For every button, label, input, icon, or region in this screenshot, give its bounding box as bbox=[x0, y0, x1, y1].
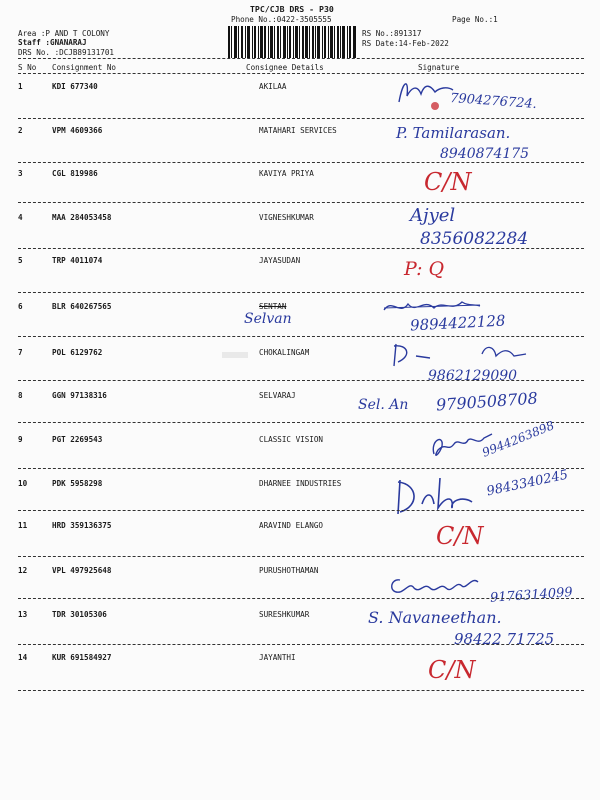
row-divider bbox=[18, 510, 584, 511]
row-consignment: CGL 819986 bbox=[52, 169, 98, 178]
row-sno: 12 bbox=[18, 566, 28, 575]
area: Area :P AND T COLONY bbox=[18, 29, 110, 38]
handwritten-phone-4: 8356082284 bbox=[420, 229, 529, 249]
signature-12 bbox=[386, 570, 486, 600]
row-divider bbox=[18, 598, 584, 599]
row-consignee: DHARNEE INDUSTRIES bbox=[259, 479, 342, 488]
row-consignment: PGT 2269543 bbox=[52, 435, 103, 444]
row-sno: 10 bbox=[18, 479, 28, 488]
handwritten-cn-3: C/N bbox=[424, 168, 472, 196]
handwritten-phone-1: 7904276724. bbox=[449, 90, 538, 113]
barcode bbox=[228, 26, 356, 58]
row-consignment: PDK 5958298 bbox=[52, 479, 103, 488]
row-divider bbox=[18, 380, 584, 381]
handwritten-cn-11: C/N bbox=[436, 522, 484, 550]
row-divider bbox=[18, 556, 584, 557]
row-consignee: PURUSHOTHAMAN bbox=[259, 566, 319, 575]
row-divider bbox=[18, 422, 584, 423]
row-sno: 5 bbox=[18, 256, 23, 265]
row-divider bbox=[18, 202, 584, 203]
handwritten-phone-7: 9862129090 bbox=[428, 368, 518, 384]
row-consignment: GGN 97138316 bbox=[52, 391, 107, 400]
handwritten-name-13: S. Navaneethan. bbox=[368, 608, 502, 627]
row-consignee: VIGNESHKUMAR bbox=[259, 213, 314, 222]
col-signature: Signature bbox=[418, 63, 460, 72]
row-sno: 9 bbox=[18, 435, 23, 444]
row-consignee: SELVARAJ bbox=[259, 391, 296, 400]
signature-1 bbox=[395, 74, 455, 114]
col-sno: S No bbox=[18, 63, 37, 72]
row-consignment: KUR 691584927 bbox=[52, 653, 112, 662]
drs-number: DRS No. :DCJB89131701 bbox=[18, 48, 115, 57]
handwritten-cn-14: C/N bbox=[428, 656, 476, 684]
divider bbox=[18, 73, 584, 74]
row-divider bbox=[18, 644, 584, 645]
row-sno: 14 bbox=[18, 653, 28, 662]
handwritten-name-2: P. Tamilarasan. bbox=[396, 124, 511, 142]
phone-number: Phone No.:0422-3505555 bbox=[231, 15, 332, 24]
handwritten-phone-10: 9843340245 bbox=[485, 467, 570, 500]
handwritten-mark-5: P: Q bbox=[404, 258, 445, 280]
signature-10 bbox=[392, 474, 482, 518]
row-divider bbox=[18, 336, 584, 337]
rs-date: RS Date:14-Feb-2022 bbox=[362, 39, 449, 48]
row-divider bbox=[18, 118, 584, 119]
row-consignment: TRP 4011074 bbox=[52, 256, 103, 265]
row-consignee: CLASSIC VISION bbox=[259, 435, 324, 444]
row-consignment: BLR 640267565 bbox=[52, 302, 112, 311]
row-divider bbox=[18, 690, 584, 691]
row-consignment: TDR 30105306 bbox=[52, 610, 107, 619]
handwritten-name-6: Selvan bbox=[244, 311, 292, 327]
handwritten-phone-13: 98422 71725 bbox=[454, 630, 555, 648]
col-consignee: Consignee Details bbox=[246, 63, 324, 72]
row-consignee: SENTAN bbox=[259, 302, 287, 311]
row-divider bbox=[18, 248, 584, 249]
row-sno: 13 bbox=[18, 610, 28, 619]
row-consignee: SURESHKUMAR bbox=[259, 610, 310, 619]
row-divider bbox=[18, 468, 584, 469]
row-sno: 8 bbox=[18, 391, 23, 400]
row-consignee: JAYASUDAN bbox=[259, 256, 301, 265]
handwritten-name-8: Sel. An bbox=[358, 397, 409, 413]
row-sno: 4 bbox=[18, 213, 23, 222]
row-consignment: MAA 284053458 bbox=[52, 213, 112, 222]
rs-number: RS No.:891317 bbox=[362, 29, 422, 38]
sheet-title: TPC/CJB DRS - P30 bbox=[250, 4, 334, 14]
row-consignment: POL 6129762 bbox=[52, 348, 103, 357]
handwritten-name-4: Ajyel bbox=[410, 205, 456, 226]
row-consignment: VPL 497925648 bbox=[52, 566, 112, 575]
col-consignment: Consignment No bbox=[52, 63, 117, 72]
row-consignee: MATAHARI SERVICES bbox=[259, 126, 337, 135]
row-sno: 3 bbox=[18, 169, 23, 178]
handwritten-phone-8: 9790508708 bbox=[435, 388, 539, 415]
row-sno: 6 bbox=[18, 302, 23, 311]
row-divider bbox=[18, 162, 584, 163]
row-sno: 1 bbox=[18, 82, 23, 91]
handwritten-phone-12: 9176314099 bbox=[489, 585, 574, 606]
row-sno: 7 bbox=[18, 348, 23, 357]
handwritten-phone-2: 8940874175 bbox=[440, 146, 530, 162]
row-consignee: KAVIYA PRIYA bbox=[259, 169, 314, 178]
handwritten-phone-9: 9944263898 bbox=[480, 418, 557, 460]
row-consignee: CHOKALINGAM bbox=[259, 348, 310, 357]
page-number: Page No.:1 bbox=[452, 15, 498, 24]
row-consignment: KDI 677340 bbox=[52, 82, 98, 91]
staff: Staff :GNANARAJ bbox=[18, 38, 87, 47]
row-sno: 2 bbox=[18, 126, 23, 135]
row-consignee: AKILAA bbox=[259, 82, 287, 91]
row-consignment: VPM 4609366 bbox=[52, 126, 103, 135]
row-divider bbox=[18, 292, 584, 293]
row-consignee: JAYANTHI bbox=[259, 653, 296, 662]
divider bbox=[18, 58, 584, 59]
handwritten-phone-6: 9894422128 bbox=[409, 311, 506, 335]
row-consignee: ARAVIND ELANGO bbox=[259, 521, 324, 530]
signature-7 bbox=[390, 340, 530, 368]
row-consignment: HRD 359136375 bbox=[52, 521, 112, 530]
row-sno: 11 bbox=[18, 521, 28, 530]
smudge bbox=[222, 352, 248, 358]
